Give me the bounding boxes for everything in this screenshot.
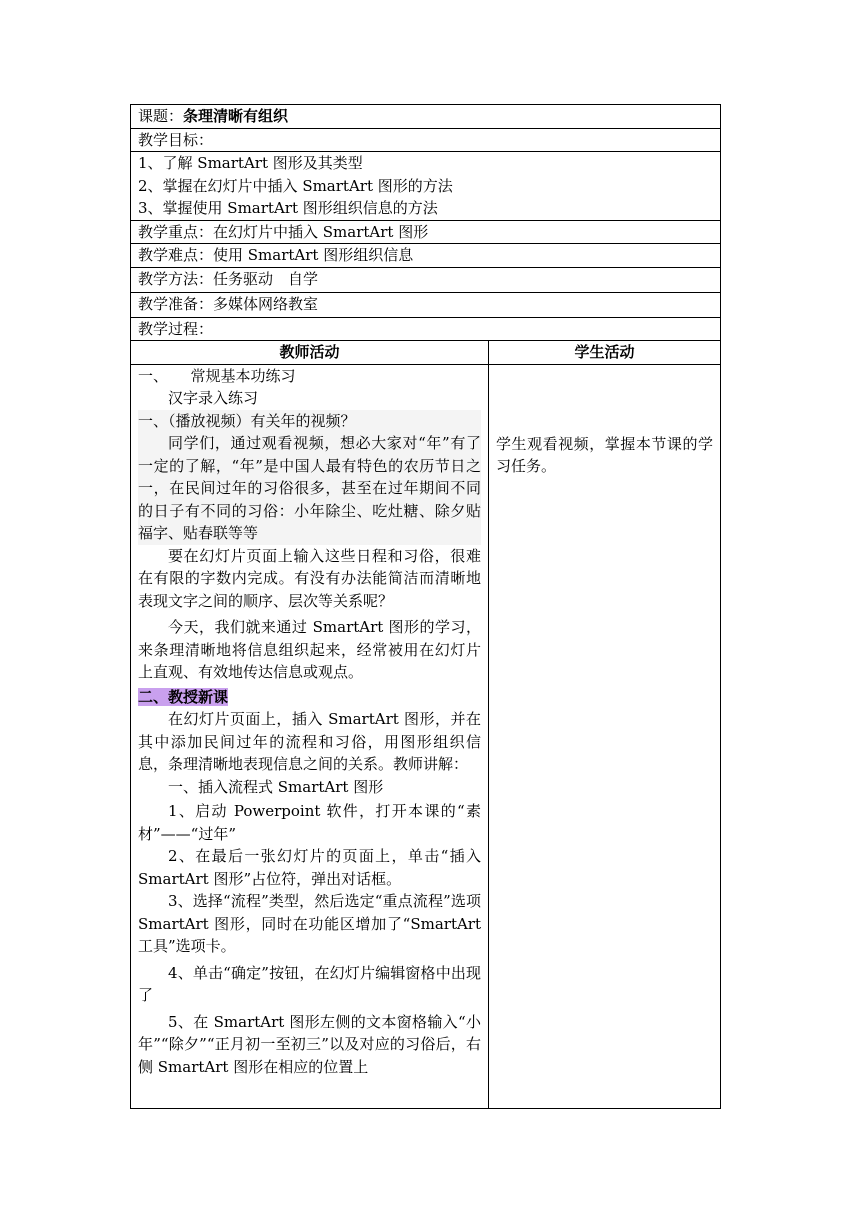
teacher-column-header: 教师活动 xyxy=(131,341,489,365)
title-cell xyxy=(131,105,721,129)
teacher-paragraph: 一、（播放视频）有关年的视频？ xyxy=(138,410,481,433)
teacher-paragraph: 今天，我们就来通过 SmartArt 图形的学习，来条理清晰地将信息组织起来，经常被用在幻灯片上直观、有效地传达信息或观点。 xyxy=(138,618,481,681)
teacher-paragraph: 1、启动 Powerpoint 软件，打开本课的“素材”——“过年” xyxy=(138,802,481,843)
teacher-paragraph: 一、 常规基本功练习 xyxy=(138,366,296,385)
student-activity-cell xyxy=(489,364,721,1108)
goals-label: 教学目标： xyxy=(131,128,721,152)
preparation: 教学准备：多媒体网络教室 xyxy=(131,292,721,317)
lesson-plan-page xyxy=(130,104,720,1109)
teacher-paragraph: 汉字录入练习 xyxy=(138,389,259,407)
activity-row xyxy=(131,364,721,1108)
student-column-header: 学生活动 xyxy=(489,341,721,365)
column-header-row xyxy=(131,341,721,365)
teacher-paragraph: 2、在最后一张幻灯片的页面上，单击“插入 SmartArt 图形”占位符，弹出对话框。 xyxy=(138,847,481,888)
teacher-paragraph: 在幻灯片页面上，插入 SmartArt 图形，并在其中添加民间过年的流程和习俗，用图形组织信息，条理清晰地表现信息之间的关系。教师讲解： xyxy=(138,710,481,773)
process-label-row xyxy=(131,317,721,341)
student-paragraph: 学生观看视频，掌握本节课的学习任务。 xyxy=(496,434,713,475)
lesson-title: 条理清晰有组织 xyxy=(183,107,289,125)
teacher-activity-cell xyxy=(131,364,489,1108)
process-label: 教学过程： xyxy=(131,317,721,341)
goals-cell xyxy=(131,152,721,221)
goal-item: 2、掌握在幻灯片中插入 SmartArt 图形的方法 xyxy=(138,176,453,195)
goals-row xyxy=(131,152,721,221)
goal-item: 3、掌握使用 SmartArt 图形组织信息的方法 xyxy=(138,199,438,217)
preparation-row xyxy=(131,292,721,317)
key-point: 教学重点：在幻灯片中插入 SmartArt 图形 xyxy=(131,220,721,244)
title-row xyxy=(131,105,721,129)
teacher-paragraph: 一、插入流程式 SmartArt 图形 xyxy=(168,777,384,796)
teacher-paragraph: 要在幻灯片页面上输入这些日程和习俗，很难在有限的字数内完成。有没有办法能简洁而清晰地表现文字之间的顺序、层次等关系呢？ xyxy=(138,546,481,610)
teacher-paragraph: 4、单击“确定”按钮，在幻灯片编辑窗格中出现了 xyxy=(138,963,481,1004)
method: 教学方法：任务驱动 自学 xyxy=(131,267,721,292)
key-point-row xyxy=(131,220,721,244)
goal-item: 1、了解 SmartArt 图形及其类型 xyxy=(138,154,363,172)
method-row xyxy=(131,267,721,292)
lesson-plan-table xyxy=(130,104,721,1109)
teacher-paragraph: 3、选择“流程”类型，然后选定“重点流程”选项 SmartArt 图形，同时在功能区增加了“SmartArt 工具”选项卡。 xyxy=(138,892,481,955)
goals-label-row xyxy=(131,128,721,152)
difficulty: 教学难点：使用 SmartArt 图形组织信息 xyxy=(131,244,721,268)
difficulty-row xyxy=(131,244,721,268)
section-heading-highlight: 二、教授新课 xyxy=(138,687,229,706)
title-label: 课题： xyxy=(138,107,184,125)
teacher-paragraph: 同学们，通过观看视频，想必大家对“年”有了一定的了解，“年”是中国人最有特色的农历节日之一，在民间过年的习俗很多，甚至在过年期间不同的日子有不同的习俗：小年除尘、吃灶糖、除夕贴福字、贴春联等等 xyxy=(138,432,481,545)
teacher-paragraph: 5、在 SmartArt 图形左侧的文本窗格输入“小年”“除夕”“正月初一至初三”以及对应的习俗后，右侧 SmartArt 图形在相应的位置上 xyxy=(138,1012,481,1076)
